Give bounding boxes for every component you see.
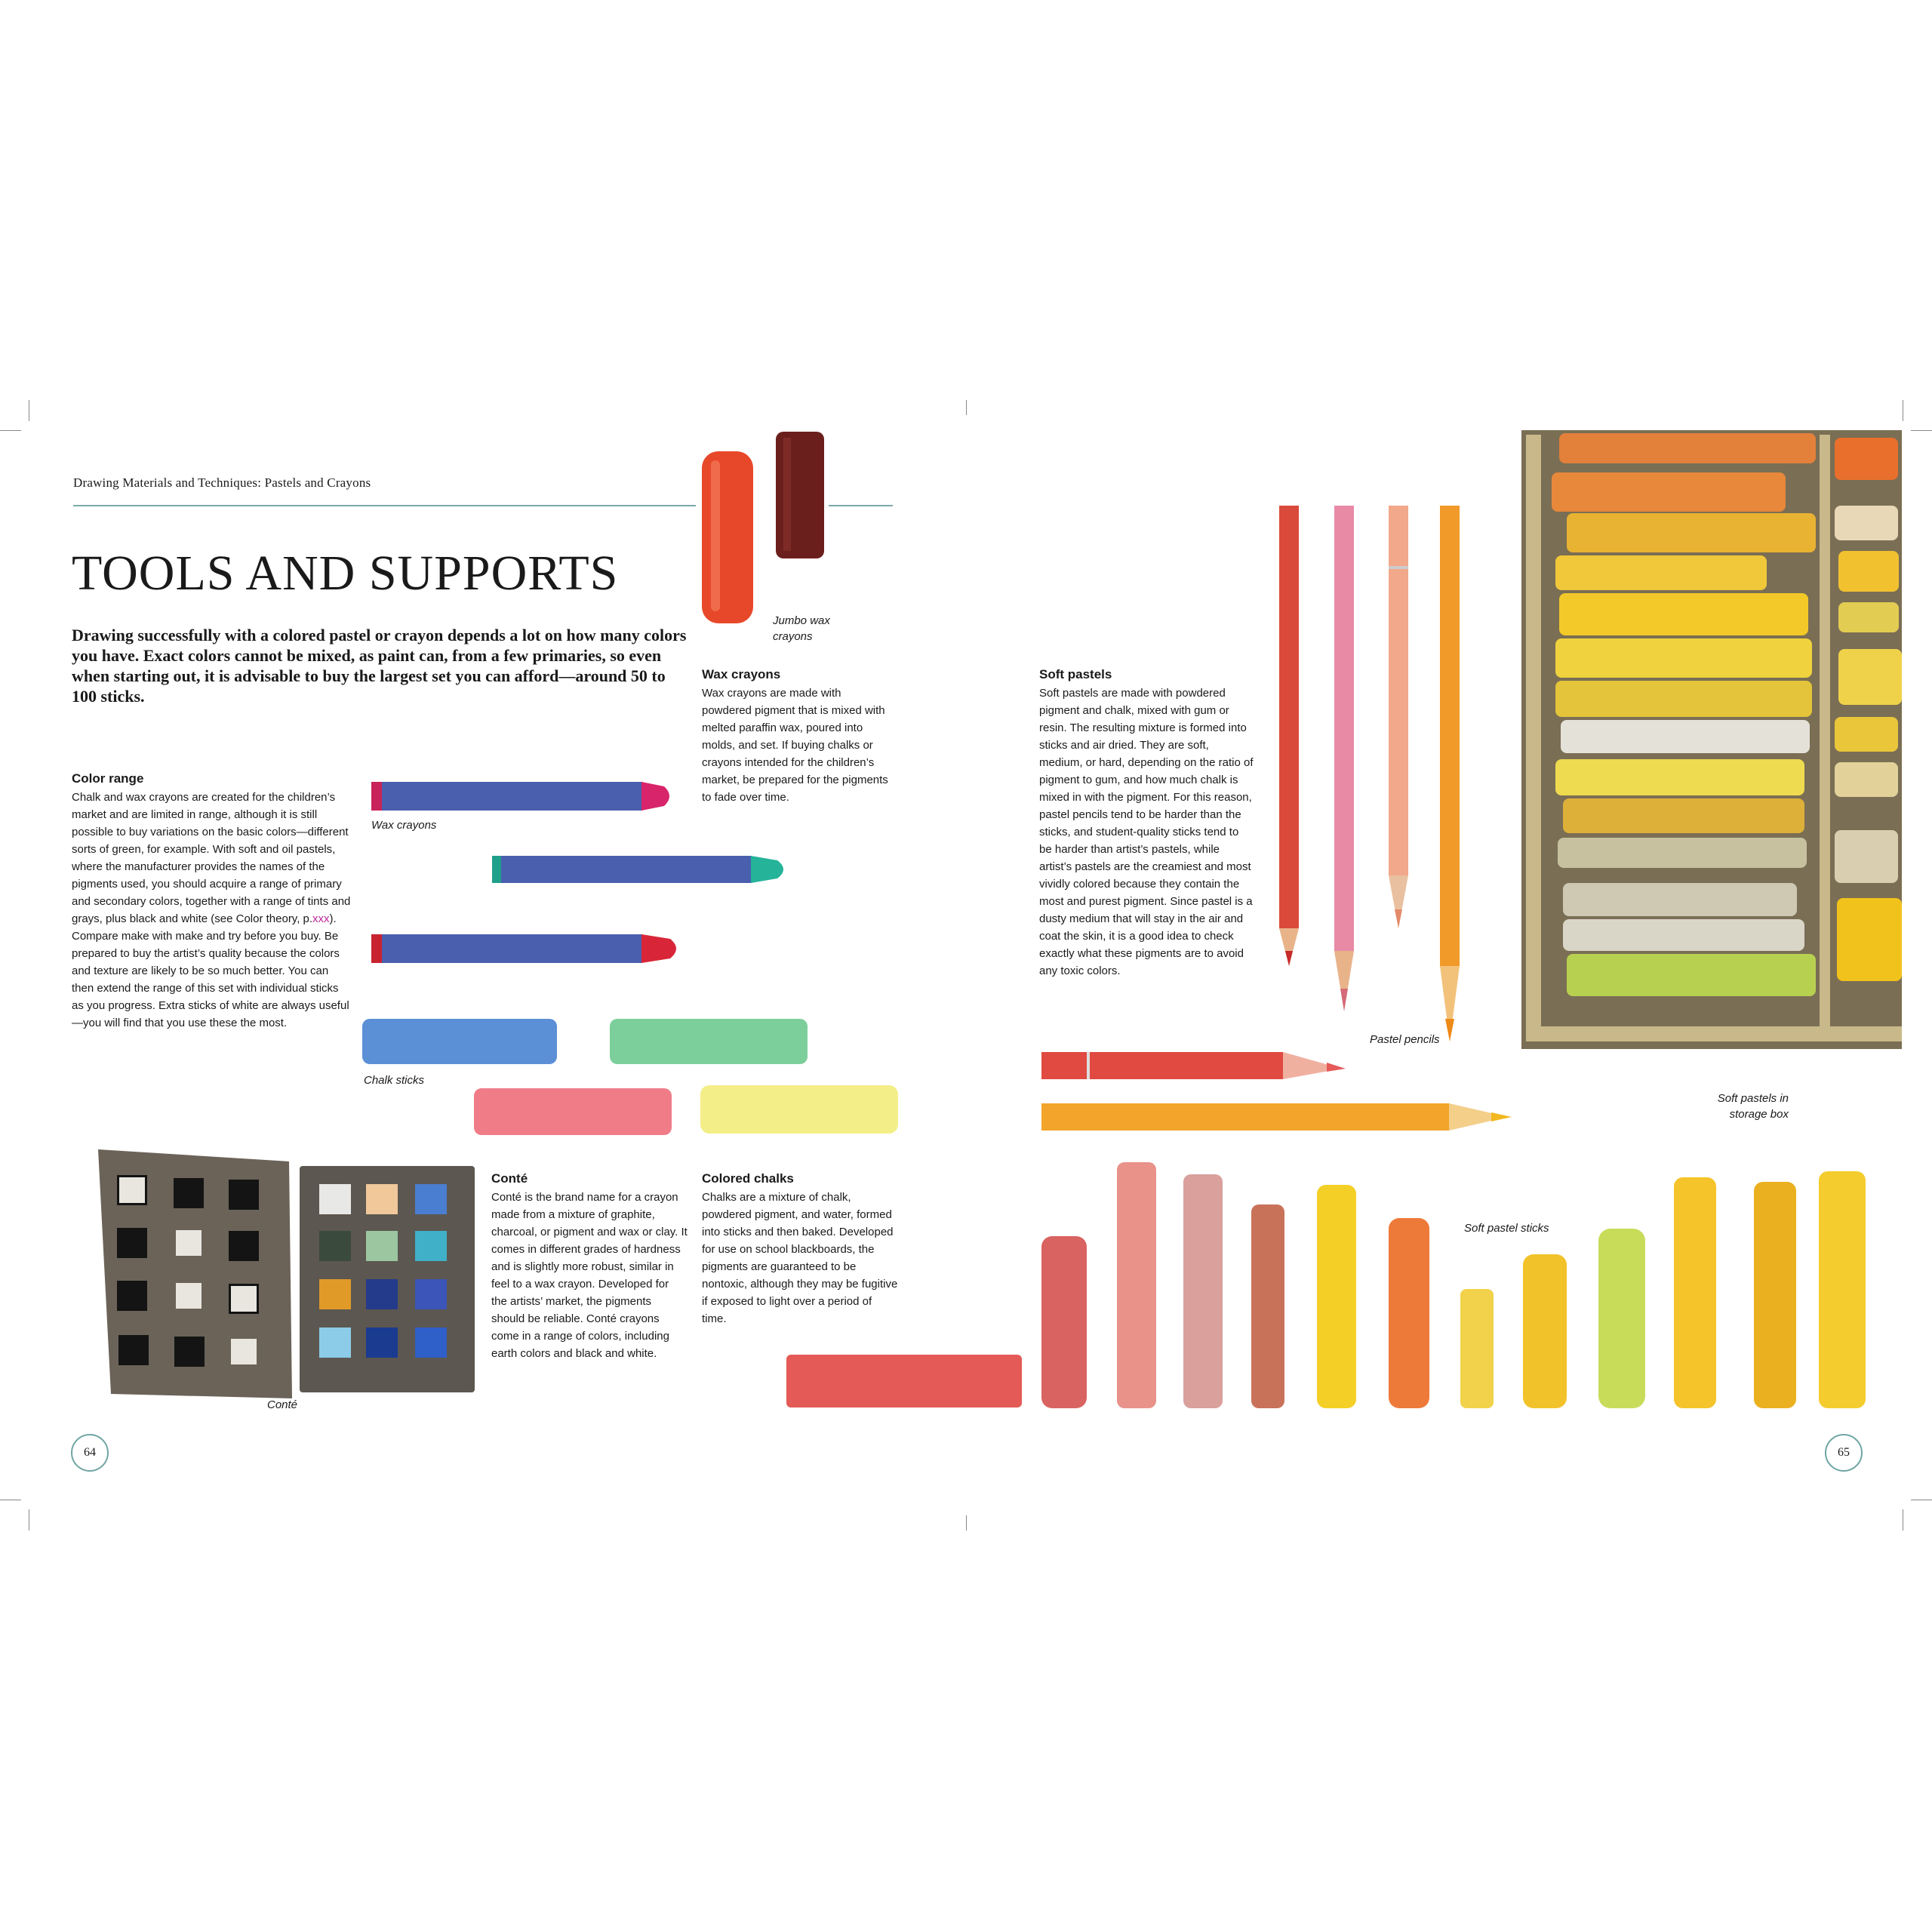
caption-jumbo-wax-crayons: Jumbo wax crayons <box>773 614 830 643</box>
caption-storage-box: Soft pastels in storage box <box>1717 1092 1789 1121</box>
colored-chalks-heading: Colored chalks <box>702 1171 794 1186</box>
page-title: TOOLS AND SUPPORTS <box>72 546 619 601</box>
conte-heading: Conté <box>491 1171 528 1186</box>
pastel-pencils-horizontal-image <box>1040 1049 1538 1140</box>
running-head: Drawing Materials and Techniques: Pastels and Crayons <box>73 475 371 490</box>
cross-reference-link[interactable]: xxx <box>312 912 330 925</box>
colored-chalks-text: Chalks are a mixture of chalk, powdered pigment, and water, formed into sticks and then baked. Developed for use on school blackboards, the pigments are guaranteed to be nontoxic, although they may be fugitive if exposed to light over a period of time. <box>702 1191 898 1325</box>
caption-pastel-pencils: Pastel pencils <box>1370 1033 1440 1046</box>
page-number-left: 64 <box>71 1434 109 1472</box>
color-range-text-a: Chalk and wax crayons are created for the children’s market and are limited in range, although it is still possible to buy variations on the basic colors—different sorts of green, for example. With soft and oil pastels, where the manufacturer provides the names of the pigments used, you should acquire a range of primary and secondary colors, together with a range of tints and grays, plus black and white (see Color theory, p. <box>72 791 351 925</box>
soft-pastels-text: Soft pastels are made with powdered pigment and chalk, mixed with gum or resin. The resulting mixture is formed into sticks and air dried. They are soft, medium, or hard, depending on the ratio of pigment to gum, and how much chalk is mixed in with the pigment. For this reason, pastel pencils tend to be harder than the sticks, and student-quality sticks tend to be harder than artist’s pastels, while artist’s pastels are the creamiest and most vividly colored because they contain the most and purest pigment. Since pastel is a dusty medium that will stay in the air and coat the skin, it is a good idea to check exactly what these pigments are to avoid any toxic colors. <box>1039 687 1254 977</box>
crop-mark <box>0 430 21 431</box>
color-range-text-b: ). Compare make with make and try before you buy. Be prepared to buy the artist’s quality because the colors and texture are likely to be so much better. You can then extend the range of this set with individual sticks as you progress. Extra sticks of white are always useful—you will find that you use these the most. <box>72 912 349 1029</box>
page-number-right: 65 <box>1825 1434 1863 1472</box>
color-range-heading: Color range <box>72 771 144 786</box>
storage-box-image <box>1521 430 1902 1049</box>
intro-paragraph: Drawing successfully with a colored pastel or crayon depends a lot on how many colors you have. Exact colors cannot be mixed, as paint can, from a few primaries, so even when starting out, it is advisable to buy the largest set you can afford—around 50 to 100 sticks. <box>72 626 687 706</box>
header-rule <box>829 505 893 506</box>
crop-mark <box>966 1515 967 1531</box>
soft-pastels-heading: Soft pastels <box>1039 667 1112 681</box>
caption-conte: Conté <box>267 1398 298 1411</box>
crop-mark <box>966 400 967 415</box>
wax-crayons-text: Wax crayons are made with powdered pigment that is mixed with melted paraffin wax, poured into molds, and set. If buying chalks or crayons intended for the children’s market, be prepared for the pigments to fade over time. <box>702 687 888 804</box>
wax-crayons-image <box>370 777 808 974</box>
header-rule <box>73 505 696 506</box>
soft-pastel-sticks-image <box>785 1155 1902 1411</box>
caption-wax-crayons: Wax crayons <box>371 819 437 832</box>
pastel-pencils-image <box>1268 498 1464 1041</box>
crop-mark <box>1911 430 1932 431</box>
wax-crayons-heading: Wax crayons <box>702 667 781 681</box>
chalk-sticks-image <box>361 1013 904 1141</box>
color-range-text <box>72 789 351 1032</box>
conte-text: Conté is the brand name for a crayon made from a mixture of graphite, charcoal, or pigment and wax or clay. It comes in different grades of hardness and is slightly more robust, similar in feel to a wax crayon. Developed for the artists’ market, the pigments should be reliable. Conté crayons come in a range of colors, including earth colors and black and white. <box>491 1191 688 1360</box>
jumbo-wax-crayons-image <box>694 430 830 641</box>
caption-soft-pastel-sticks: Soft pastel sticks <box>1464 1222 1549 1235</box>
caption-chalk-sticks: Chalk sticks <box>364 1074 425 1087</box>
conte-crayons-image <box>94 1143 479 1400</box>
